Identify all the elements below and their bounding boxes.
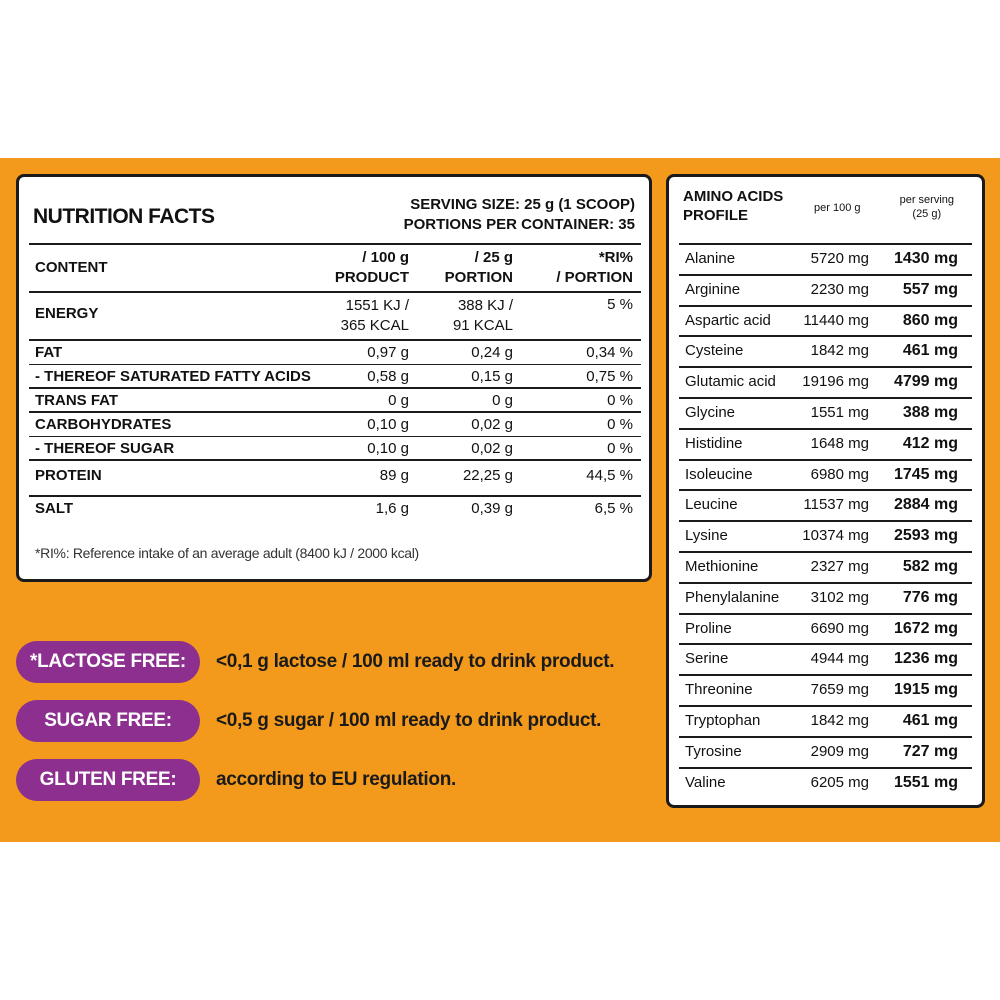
header-col-ri: *RI% / PORTION [556,249,633,286]
amino-name: Serine [685,650,729,668]
amino-row [679,582,972,613]
nutrient-per-100g: 89 g [379,467,409,484]
amino-per-serving: 1551 mg [893,773,958,791]
nutrition-row [29,461,641,497]
amino-row [679,243,972,274]
amino-per-100g: 19196 mg [802,373,869,391]
nutrient-per-100g: 0 g [388,392,409,409]
nutrition-row [29,389,641,413]
amino-name: Histidine [685,434,743,452]
badge-pill: GLUTEN FREE: [16,759,200,801]
amino-row [679,551,972,582]
nutrient-ri: 0,75 % [586,368,633,385]
amino-row [679,643,972,674]
badge-pill: SUGAR FREE: [16,700,200,742]
nutrition-header-row [29,243,641,293]
amino-per-100g: 2327 mg [810,558,869,575]
nutrient-label: TRANS FAT [35,392,119,409]
badge-description: according to EU regulation. [216,769,456,790]
nutrient-label: FAT [35,344,63,361]
nutrition-title: NUTRITION FACTS [33,205,215,228]
nutrient-label: PROTEIN [35,467,102,484]
amino-name: Glycine [685,404,736,421]
energy-per-100g: 1551 KJ / 365 KCAL [340,297,409,334]
amino-name: Tryptophan [685,712,761,729]
amino-col-per-100g: per 100 g [814,202,861,214]
amino-name: Proline [685,619,732,637]
energy-label: ENERGY [35,305,99,322]
amino-per-serving: 461 mg [902,342,958,360]
amino-col-per-serving: per serving (25 g) [899,194,954,220]
nutrient-per-portion: 0,15 g [471,368,513,385]
nutrient-per-100g: 0,10 g [367,416,409,433]
amino-per-serving: 1745 mg [893,465,958,483]
amino-per-serving: 860 mg [902,311,958,329]
amino-title: AMINO ACIDS PROFILE [683,188,784,224]
amino-row [679,767,972,798]
amino-name: Valine [685,773,726,791]
amino-per-serving: 582 mg [902,558,958,575]
amino-acids-panel [666,174,985,808]
amino-per-100g: 10374 mg [802,527,869,545]
nutrient-per-portion: 0,02 g [471,440,513,457]
nutrition-row-energy [29,293,641,341]
nutrition-row [29,341,641,365]
amino-per-serving: 2884 mg [893,496,958,514]
nutrient-label: - THEREOF SUGAR [35,440,175,457]
amino-per-serving: 1915 mg [893,681,958,699]
amino-name: Leucine [685,496,738,514]
amino-per-serving: 727 mg [902,742,958,760]
amino-per-serving: 1236 mg [893,650,958,668]
nutrient-per-portion: 0 g [492,392,513,409]
portions-per-container: PORTIONS PER CONTAINER: 35 [403,216,635,233]
nutrition-facts-panel [16,174,652,582]
amino-row [679,613,972,644]
amino-name: Isoleucine [685,465,753,483]
nutrient-per-100g: 0,58 g [367,368,409,385]
badge-pill: *LACTOSE FREE: [16,641,200,683]
amino-row [679,489,972,520]
amino-per-100g: 3102 mg [810,588,869,606]
amino-name: Glutamic acid [685,373,776,391]
nutrient-ri: 0,34 % [586,344,633,361]
nutrition-row [29,497,641,527]
amino-per-100g: 6980 mg [810,465,869,483]
nutrient-ri: 6,5 % [594,500,633,517]
amino-per-100g: 2909 mg [810,742,869,760]
amino-name: Lysine [685,527,728,545]
amino-row [679,459,972,490]
header-col-100g: / 100 g PRODUCT [334,249,409,286]
amino-per-100g: 2230 mg [810,280,869,298]
amino-name: Methionine [685,558,759,575]
amino-per-100g: 6205 mg [810,773,869,791]
amino-name: Alanine [685,250,736,267]
nutrient-label: SALT [35,500,74,517]
energy-per-portion: 388 KJ / 91 KCAL [452,297,513,334]
amino-per-serving: 1672 mg [893,619,958,637]
serving-size: SERVING SIZE: 25 g (1 SCOOP) [410,196,635,213]
ri-footnote: *RI%: Reference intake of an average adult (8400 kJ / 2000 kcal) [35,545,419,561]
amino-row [679,736,972,767]
serving-info [404,195,635,235]
amino-per-serving: 461 mg [902,712,958,729]
nutrient-ri: 44,5 % [586,467,633,484]
amino-row [679,397,972,428]
nutrient-ri: 0 % [607,416,633,433]
amino-name: Aspartic acid [685,311,771,329]
amino-row [679,520,972,551]
nutrition-row [29,413,641,437]
badge-description: <0,5 g sugar / 100 ml ready to drink product. [216,710,602,731]
amino-per-100g: 11537 mg [803,496,869,514]
nutrient-per-portion: 0,24 g [471,344,513,361]
nutrient-ri: 0 % [607,440,633,457]
amino-per-100g: 5720 mg [810,250,869,267]
amino-row [679,274,972,305]
nutrient-ri: 0 % [607,392,633,409]
amino-name: Threonine [685,681,753,699]
amino-row [679,674,972,705]
header-content-label: CONTENT [35,259,108,276]
nutrient-per-100g: 1,6 g [375,500,409,517]
energy-ri: 5 % [607,296,633,313]
amino-name: Cysteine [685,342,744,360]
amino-name: Phenylalanine [685,588,780,606]
nutrient-label: CARBOHYDRATES [35,416,172,433]
nutrient-per-portion: 0,02 g [471,416,513,433]
amino-per-100g: 1648 mg [810,434,869,452]
amino-row [679,428,972,459]
amino-per-serving: 2593 mg [893,527,958,545]
nutrient-label: - THEREOF SATURATED FATTY ACIDS [35,368,311,385]
amino-name: Tyrosine [685,742,742,760]
amino-per-serving: 1430 mg [893,250,958,267]
amino-per-100g: 1842 mg [810,342,869,360]
amino-row [679,705,972,736]
amino-per-serving: 776 mg [902,588,958,606]
amino-per-100g: 4944 mg [810,650,869,668]
amino-per-100g: 1551 mg [810,404,869,421]
nutrition-row [29,365,641,389]
amino-per-100g: 6690 mg [810,619,869,637]
nutrient-per-100g: 0,97 g [367,344,409,361]
amino-per-100g: 11440 mg [803,311,869,329]
amino-row [679,366,972,397]
amino-row [679,335,972,366]
amino-per-serving: 557 mg [902,280,958,298]
amino-per-100g: 1842 mg [810,712,869,729]
amino-per-serving: 412 mg [902,434,958,452]
amino-per-serving: 4799 mg [893,373,958,391]
amino-per-serving: 388 mg [902,404,958,421]
nutrition-row [29,437,641,461]
nutrient-per-portion: 22,25 g [462,467,513,484]
amino-name: Arginine [685,280,741,298]
amino-row [679,305,972,336]
amino-per-100g: 7659 mg [810,681,869,699]
badge-description: <0,1 g lactose / 100 ml ready to drink product. [216,651,615,672]
header-col-25g: / 25 g PORTION [444,249,513,286]
nutrient-per-portion: 0,39 g [471,500,513,517]
nutrient-per-100g: 0,10 g [367,440,409,457]
